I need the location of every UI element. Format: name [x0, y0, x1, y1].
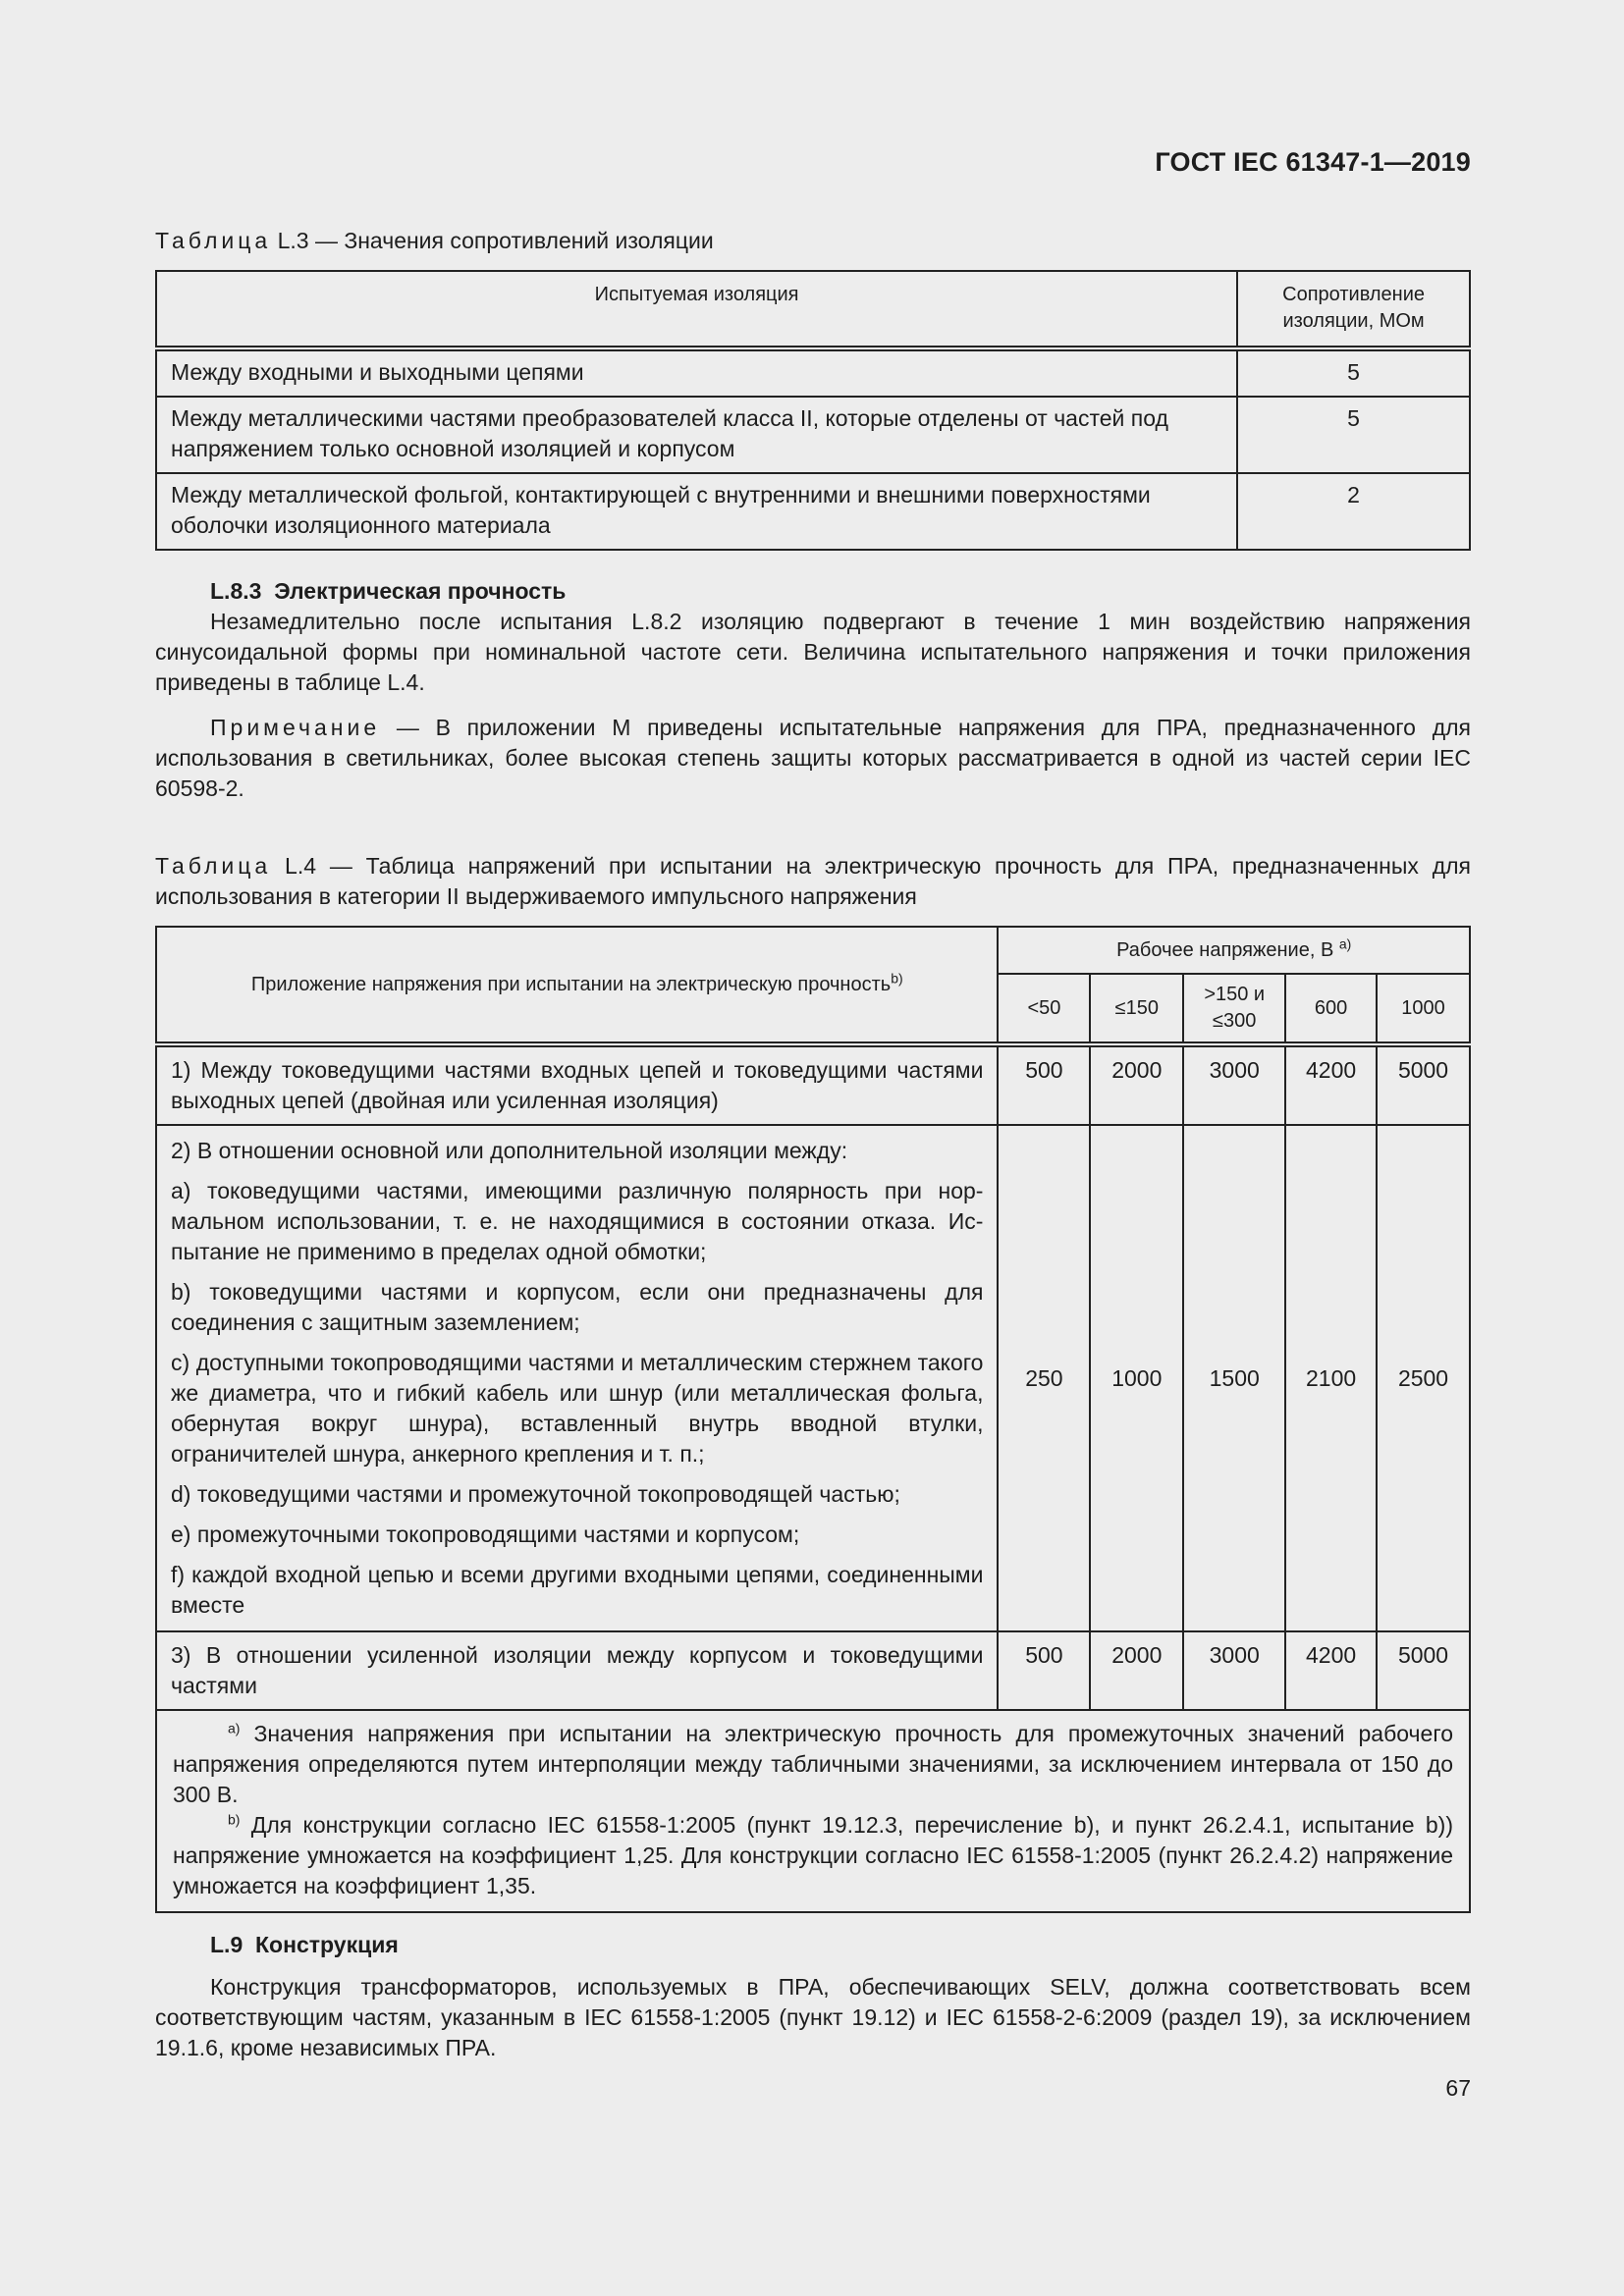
voltage-cell: 2000	[1090, 1044, 1183, 1125]
application-header-text: Приложение напряжения при испытании на электрическую прочность	[250, 973, 892, 995]
page-number: 67	[1445, 2075, 1471, 2101]
table-row	[156, 1125, 1470, 1631]
voltage-cell: 500	[998, 1631, 1090, 1710]
section-title: Электрическая прочность	[274, 578, 567, 604]
application-cell: 3) В отношении усиленной изоляции между корпусом и токоведущими частями	[156, 1631, 998, 1710]
list-item: f) каждой входной цепью и всеми другими входными цепями, соединенными вместе	[171, 1562, 984, 1618]
voltage-cell: 2500	[1377, 1125, 1470, 1631]
table-l3	[155, 270, 1471, 551]
voltage-cell: 4200	[1285, 1044, 1377, 1125]
table-l4-caption	[155, 851, 1471, 912]
section-body: Конструкция трансформаторов, используемых в ПРА, обеспечивающих SELV, должна соответствовать всем соответствующим частям, указанным в IEC 61558-1:2005 (пункт 19.12) и IEC 61558-2-6:2009 (раздел 19), за исключением 19.1.6, кроме независимых ПРА.	[155, 1974, 1471, 2060]
table-header-row	[156, 271, 1470, 348]
footnote-a-ref: a)	[1338, 934, 1352, 951]
footnote-a-text: Значения напряжения при испытании на электрическую прочность для промежуточных значений рабочего напряжения определяются путем интерполяции между табличными значениями, за исключением интервала от 150 до 300 В.	[173, 1721, 1453, 1807]
footnote-b-ref: b)	[891, 969, 903, 986]
voltage-cell: 5000	[1377, 1631, 1470, 1710]
voltage-column-header: >150 и ≤300	[1183, 974, 1285, 1044]
voltage-column-header: 1000	[1377, 974, 1470, 1044]
insulation-cell: Между металлической фольгой, контактирующей с внутренними и внешними поверхностями оболочки изоляционного материала	[156, 473, 1237, 550]
application-cell: 1) Между токоведущими частями входных цепей и токоведущими частями выходных цепей (двойная или усиленная изоляция)	[156, 1044, 998, 1125]
voltage-cell: 3000	[1183, 1044, 1285, 1125]
voltage-header-text: Рабочее напряжение, В	[1116, 938, 1339, 961]
voltage-cell: 5000	[1377, 1044, 1470, 1125]
caption-prefix: Таблица	[155, 228, 272, 253]
section-l9	[155, 1930, 1471, 2063]
voltage-cell: 500	[998, 1044, 1090, 1125]
table-l4	[155, 926, 1471, 1913]
column-header-resistance: Сопротивление изоляции, МОм	[1237, 271, 1470, 348]
list-item: b) токоведущими частями и корпусом, если они предназначены для соединения с защитным заземлением;	[171, 1279, 984, 1335]
list-item: e) промежуточными токопроводящими частями и корпусом;	[171, 1522, 800, 1547]
list-item: d) токоведущими частями и промежуточной токопроводящей частью;	[171, 1481, 900, 1507]
section-note	[155, 713, 1471, 804]
column-header-voltage	[998, 927, 1470, 974]
voltage-cell: 1500	[1183, 1125, 1285, 1631]
insulation-cell: Между металлическими частями преобразователей класса II, которые отделены от частей под напряжением только основной изоляцией и корпусом	[156, 397, 1237, 473]
voltage-column-header: ≤150	[1090, 974, 1183, 1044]
insulation-cell: Между входными и выходными цепями	[156, 348, 1237, 397]
table-row	[156, 1044, 1470, 1125]
voltage-column-header: 600	[1285, 974, 1377, 1044]
footnote-b-text: Для конструкции согласно IEC 61558-1:2005 (пункт 19.12.3, перечисление b), и пункт 26.2.4.1, испытание b)) напряжение умножается на коэффициент 1,25. Для конструкции согласно IEC 61558-1:2005 (пункт 26.2.4.2) напряжение умножается на коэффициент 1,35.	[173, 1812, 1453, 1898]
note-label: Примечание	[210, 715, 381, 740]
footnote-a	[173, 1719, 1453, 1810]
table-row	[156, 397, 1470, 473]
table-footnote-row	[156, 1710, 1470, 1912]
voltage-cell: 3000	[1183, 1631, 1285, 1710]
voltage-cell: 2000	[1090, 1631, 1183, 1710]
table-footnotes	[156, 1710, 1470, 1912]
voltage-cell: 2100	[1285, 1125, 1377, 1631]
section-number: L.9	[210, 1932, 244, 1957]
table-header-row	[156, 927, 1470, 974]
voltage-cell: 1000	[1090, 1125, 1183, 1631]
section-heading	[155, 576, 1471, 607]
table-row	[156, 1631, 1470, 1710]
caption-text: L.4 — Таблица напряжений при испытании на электрическую прочность для ПРА, предназначенных для использования в категории II выдерживаемого импульсного напряжения	[155, 853, 1471, 909]
table-l3-caption	[155, 226, 1471, 256]
caption-prefix: Таблица	[155, 853, 272, 879]
note-text: — В приложении M приведены испытательные напряжения для ПРА, предназначенного для использования в светильниках, более высокая степень защиты которых рассматривается в одной из частей серии IEC 60598-2.	[155, 715, 1471, 801]
resistance-cell: 5	[1237, 348, 1470, 397]
document-header: ГОСТ IEC 61347-1—2019	[1155, 147, 1471, 177]
voltage-cell: 250	[998, 1125, 1090, 1631]
voltage-cell: 4200	[1285, 1631, 1377, 1710]
list-item: a) токоведущими частями, имеющими различную полярность при нормальном использовании, т. е. не находящимися в состоянии отказа. Испытание не применимо в пределах одной обмотки;	[171, 1178, 984, 1264]
list-item: 2) В отношении основной или дополнительной изоляции между:	[171, 1138, 848, 1163]
section-heading	[155, 1930, 1471, 1960]
section-body: Незамедлительно после испытания L.8.2 изоляцию подвергают в течение 1 мин воздействию напряжения синусоидальной формы при номинальной частоте сети. Величина испытательного напряжения и точки приложения приведены в таблице L.4.	[155, 609, 1471, 695]
section-l83	[155, 576, 1471, 804]
list-item: c) доступными токопроводящими частями и металлическим стержнем такого же диаметра, что и гибкий кабель или шнур (или металлическая фольга, обернутая вокруг шнура), вставленный внутрь вводной втулки, ограничителей шнура, анкерного крепления и т. п.;	[171, 1350, 984, 1467]
column-header-application	[156, 927, 998, 1044]
footnote-b-mark: b)	[228, 1811, 241, 1828]
caption-text: L.3 — Значения сопротивлений изоляции	[271, 228, 714, 253]
column-header-insulation: Испытуемая изоляция	[156, 271, 1237, 348]
application-cell	[156, 1125, 998, 1631]
table-row	[156, 348, 1470, 397]
section-title: Конструкция	[255, 1932, 399, 1957]
footnote-a-mark: a)	[228, 1720, 241, 1736]
table-row	[156, 473, 1470, 550]
resistance-cell: 2	[1237, 473, 1470, 550]
voltage-column-header: <50	[998, 974, 1090, 1044]
footnote-b	[173, 1810, 1453, 1901]
section-number: L.8.3	[210, 578, 262, 604]
resistance-cell: 5	[1237, 397, 1470, 473]
